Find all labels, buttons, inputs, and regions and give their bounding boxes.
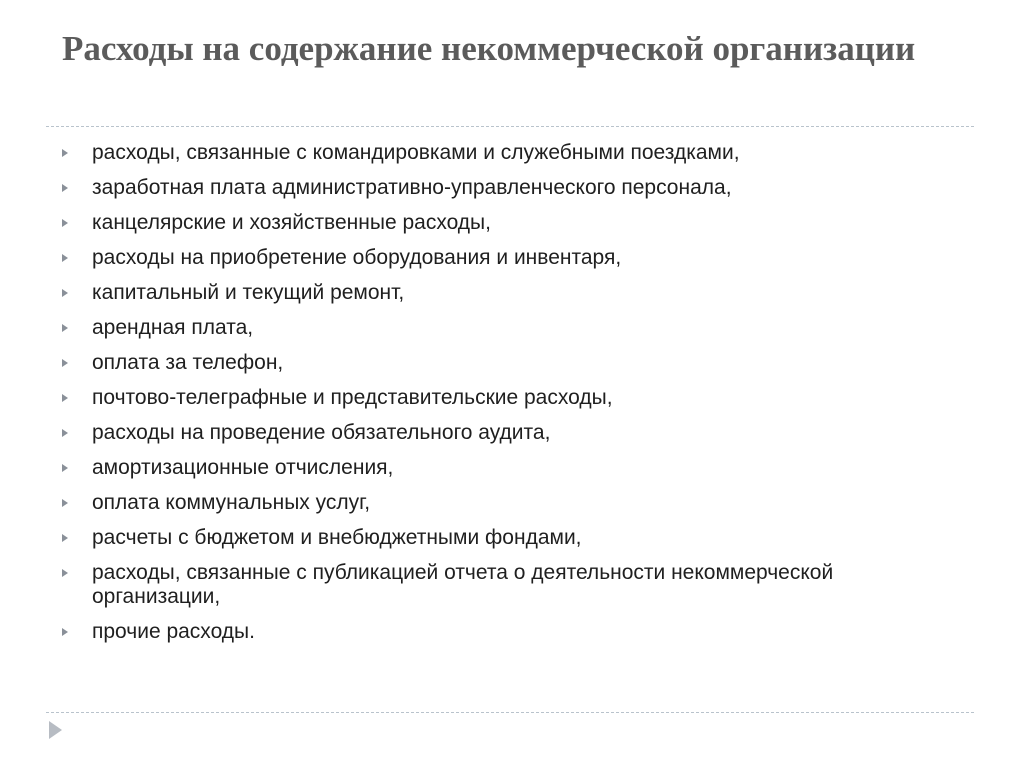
list-item-text: оплата за телефон,: [92, 351, 284, 374]
list-item-text: расходы на приобретение оборудования и инвентаря,: [92, 246, 622, 269]
triangle-bullet-icon: [62, 464, 68, 472]
next-slide-icon[interactable]: [49, 721, 62, 739]
triangle-bullet-icon: [62, 359, 68, 367]
list-item: [62, 246, 962, 270]
list-item-text: капитальный и текущий ремонт,: [92, 281, 405, 304]
list-item: [62, 561, 962, 609]
triangle-bullet-icon: [62, 324, 68, 332]
top-divider: [46, 126, 974, 127]
triangle-bullet-icon: [62, 429, 68, 437]
list-item: [62, 316, 962, 340]
list-item: [62, 281, 962, 305]
list-item-text: оплата коммунальных услуг,: [92, 491, 371, 514]
list-item-text: расходы, связанные с командировками и служебными поездками,: [92, 141, 740, 164]
list-item-text: амортизационные отчисления,: [92, 456, 394, 479]
triangle-bullet-icon: [62, 394, 68, 402]
list-item: [62, 176, 962, 200]
triangle-bullet-icon: [62, 628, 68, 636]
list-item-text: прочие расходы.: [92, 620, 255, 643]
list-item-text: арендная плата,: [92, 316, 254, 339]
triangle-bullet-icon: [62, 219, 68, 227]
triangle-bullet-icon: [62, 569, 68, 577]
triangle-bullet-icon: [62, 254, 68, 262]
triangle-bullet-icon: [62, 534, 68, 542]
list-item: [62, 526, 962, 550]
slide-title: Расходы на содержание некоммерческой организации: [62, 29, 916, 68]
triangle-bullet-icon: [62, 499, 68, 507]
triangle-bullet-icon: [62, 149, 68, 157]
expense-list: [62, 141, 962, 655]
list-item-text: почтово-телеграфные и представительские расходы,: [92, 386, 613, 409]
list-item: [62, 211, 962, 235]
list-item-text: расчеты с бюджетом и внебюджетными фондами,: [92, 526, 582, 549]
triangle-bullet-icon: [62, 289, 68, 297]
list-item: [62, 386, 962, 410]
list-item-text: заработная плата административно-управленческого персонала,: [92, 176, 732, 199]
list-item: [62, 421, 962, 445]
list-item: [62, 141, 962, 165]
list-item-text: расходы, связанные с публикацией отчета о деятельности некоммерческой организации,: [92, 561, 834, 608]
list-item-text: расходы на проведение обязательного аудита,: [92, 421, 551, 444]
list-item: [62, 351, 962, 375]
triangle-bullet-icon: [62, 184, 68, 192]
list-item: [62, 491, 962, 515]
bottom-divider: [46, 712, 974, 713]
list-item-text: канцелярские и хозяйственные расходы,: [92, 211, 491, 234]
list-item: [62, 456, 962, 480]
list-item: [62, 620, 962, 644]
